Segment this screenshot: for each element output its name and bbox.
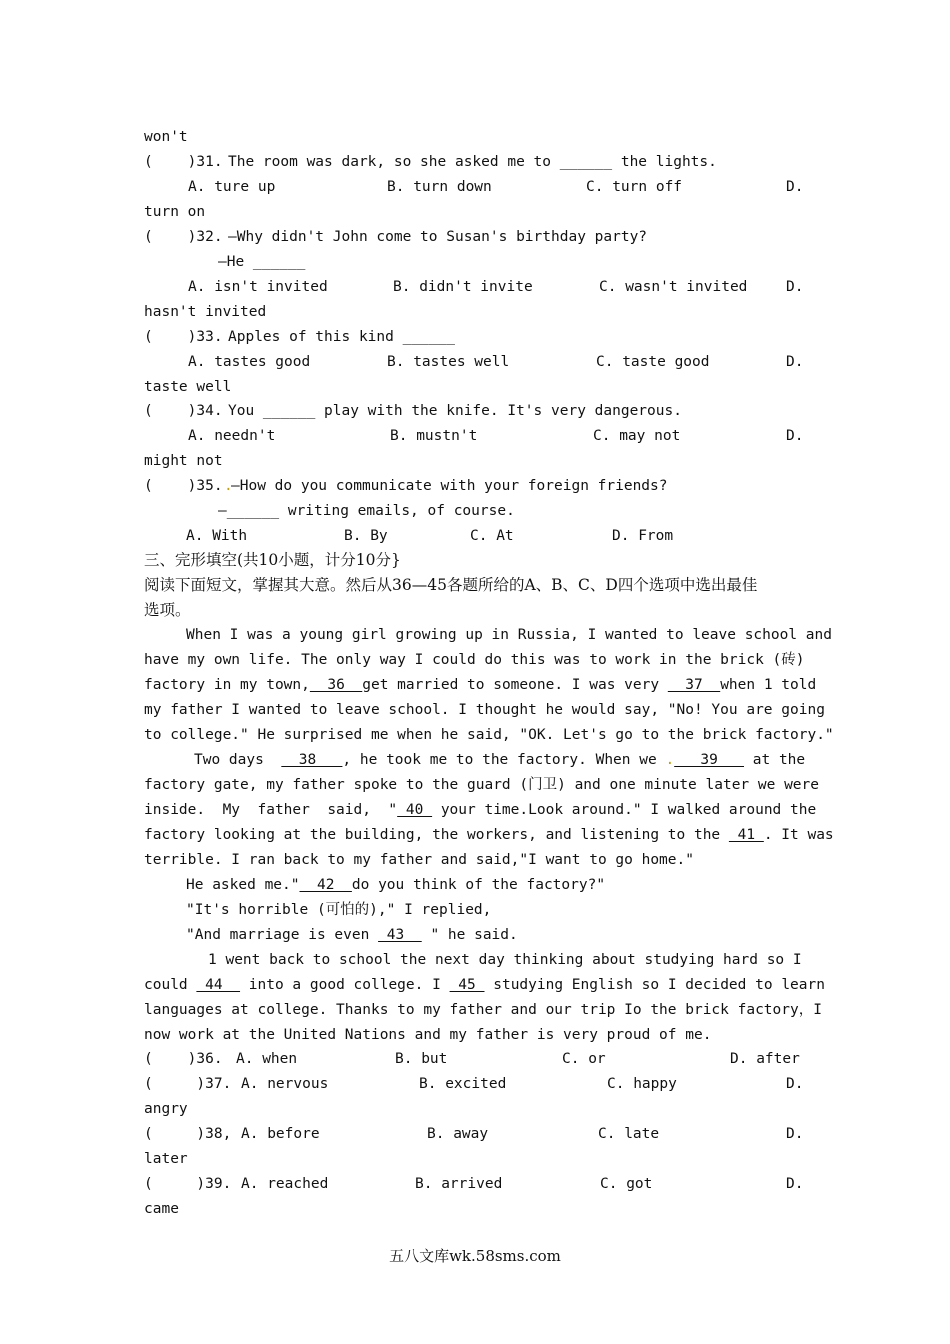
q32-option-a: A. isn't invited (188, 279, 328, 295)
q32-option-d: D. (786, 279, 804, 295)
q31-paren: ( )31. (144, 154, 223, 170)
passage-text: your time.Look around." I walked around the (440, 802, 817, 818)
q38-wrap: later (144, 1151, 188, 1167)
blank-41: 41 (728, 827, 764, 843)
q35-option-c: C. At (470, 528, 514, 544)
q35-paren: ( )35. (144, 478, 223, 494)
q33-option-a: A. tastes good (188, 354, 311, 370)
passage-line (144, 676, 816, 694)
blank-44: 44 (196, 977, 241, 993)
q33-paren: ( )33. (144, 329, 223, 345)
passage-text: studying English so I decided to learn (493, 977, 825, 993)
q39-option-a: A. reached (241, 1176, 329, 1192)
passage-text: , he took me to the factory. When we (342, 752, 657, 768)
q36-paren: ( )36. (144, 1051, 223, 1067)
section-3-instruction: 阅读下面短文，掌握其大意。然后从36—45各题所给的A、B、C、D四个选项中选出最佳 (144, 576, 758, 594)
passage-text: . It was (763, 827, 834, 843)
q35-stem: —How do you communicate with your foreign friends? (231, 478, 668, 494)
section-3-instruction-cont: 选项。 (144, 601, 191, 619)
passage-line: my father I wanted to leave school. I thought he would say, "No! You are going (144, 702, 825, 718)
passage-text: do you think of the factory?" (351, 877, 606, 893)
q35-option-d: D. From (612, 528, 674, 544)
q32-line2: —He ______ (218, 254, 306, 270)
q34-option-a: A. needn't (188, 428, 276, 444)
passage-text: when 1 told (720, 677, 817, 693)
passage-line: terrible. I ran back to my father and said,"I want to go home." (144, 852, 694, 868)
passage-line (144, 801, 816, 819)
q36-option-c: C. or (562, 1051, 606, 1067)
q38-option-d: D. (786, 1126, 804, 1142)
passage-text: "And marriage is even (186, 927, 370, 943)
q31-stem: The room was dark, so she asked me to ______ the lights. (228, 154, 717, 170)
blank-45: 45 (449, 977, 485, 993)
blank-40: 40 (397, 802, 433, 818)
passage-line: to college." He surprised me when he said, "OK. Let's go to the brick factory." (144, 727, 834, 743)
q33-option-b: B. tastes well (387, 354, 510, 370)
q37-option-c: C. happy (607, 1076, 677, 1092)
q32-wrap: hasn't invited (144, 304, 267, 320)
q33-stem: Apples of this kind ______ (228, 329, 455, 345)
q35-option-b: B. By (344, 528, 388, 544)
q36-option-b: B. but (395, 1051, 448, 1067)
q33-option-c: C. taste good (596, 354, 710, 370)
q35-option-a: A. With (186, 528, 248, 544)
q38-paren: ( )38, (144, 1126, 232, 1142)
q39-option-b: B. arrived (415, 1176, 503, 1192)
q39-wrap: came (144, 1201, 179, 1217)
passage-line (186, 926, 518, 944)
passage-text: at the (752, 752, 806, 768)
q35-dot: . (224, 478, 233, 494)
passage-line: "It's horrible (可怕的)," I replied, (186, 902, 492, 918)
q33-option-d: D. (786, 354, 804, 370)
q31-option-b: B. turn down (387, 179, 492, 195)
q31-option-d: D. (786, 179, 804, 195)
q32-option-c: C. wasn't invited (599, 279, 748, 295)
passage-line (144, 976, 825, 994)
q38-option-c: C. late (598, 1126, 660, 1142)
passage-line: factory gate, my father spoke to the guard (门卫) and one minute later we were (144, 777, 820, 793)
passage-text: Two days (194, 752, 264, 768)
passage-text: get married to someone. I was very (362, 677, 660, 693)
q34-option-d: D. (786, 428, 804, 444)
q36-option-d: D. after (730, 1051, 800, 1067)
q34-option-b: B. mustn't (390, 428, 478, 444)
q34-option-c: C. may not (593, 428, 681, 444)
q36-option-a: A. when (236, 1051, 298, 1067)
passage-text: " he said. (430, 927, 518, 943)
q33-wrap: taste well (144, 379, 232, 395)
passage-text: inside. My father said, " (144, 802, 398, 818)
passage-line: 1 went back to school the next day thinking about studying hard so I (208, 952, 802, 968)
q37-option-d: D. (786, 1076, 804, 1092)
q34-paren: ( )34. (144, 403, 223, 419)
q37-option-b: B. excited (419, 1076, 507, 1092)
passage-text: He asked me." (186, 877, 300, 893)
q39-option-c: C. got (600, 1176, 653, 1192)
q37-wrap: angry (144, 1101, 188, 1117)
q37-option-a: A. nervous (241, 1076, 329, 1092)
q32-option-b: B. didn't invite (393, 279, 533, 295)
blank-39: 39 (674, 752, 745, 768)
section-3-title: 三、完形填空(共10小题，计分10分} (144, 551, 401, 569)
q34-stem: You ______ play with the knife. It's very dangerous. (228, 403, 682, 419)
q32-stem: —Why didn't John come to Susan's birthday party? (228, 229, 648, 245)
q30-wrap: won't (144, 129, 188, 145)
passage-text: could (144, 977, 188, 993)
page-footer: 五八文库wk.58sms.com (389, 1247, 561, 1265)
blank-42: 42 (299, 877, 352, 893)
passage-line (144, 826, 834, 844)
q34-wrap: might not (144, 453, 223, 469)
q35-line2: —______ writing emails, of course. (218, 503, 515, 519)
passage-line: When I was a young girl growing up in Russia, I wanted to leave school and (186, 627, 833, 643)
q38-option-b: B. away (427, 1126, 489, 1142)
passage-text: factory in my town, (144, 677, 310, 693)
q38-option-a: A. before (241, 1126, 320, 1142)
q31-wrap: turn on (144, 204, 206, 220)
q37-paren: ( )37. (144, 1076, 232, 1092)
q32-paren: ( )32. (144, 229, 223, 245)
blank-36: 36 (309, 677, 363, 693)
q39-option-d: D. (786, 1176, 804, 1192)
blank-37: 37 (667, 677, 721, 693)
passage-text: into a good college. I (248, 977, 441, 993)
blank-38: 38 (281, 752, 343, 768)
q31-option-a: A. ture up (188, 179, 276, 195)
blank-43: 43 (378, 927, 422, 943)
passage-line: Two days 38 , he took me to the factory. When we . 39 at the (194, 752, 806, 768)
passage-line (186, 876, 605, 894)
q31-option-c: C. turn off (586, 179, 683, 195)
passage-line: languages at college. Thanks to my father and our trip Io the brick factory，I (144, 1002, 822, 1018)
passage-line: have my own life. The only way I could do this was to work in the brick (砖) (144, 652, 805, 668)
passage-line: now work at the United Nations and my father is very proud of me. (144, 1027, 712, 1043)
passage-text: factory looking at the building, the workers, and listening to the (144, 827, 721, 843)
q39-paren: ( )39. (144, 1176, 232, 1192)
